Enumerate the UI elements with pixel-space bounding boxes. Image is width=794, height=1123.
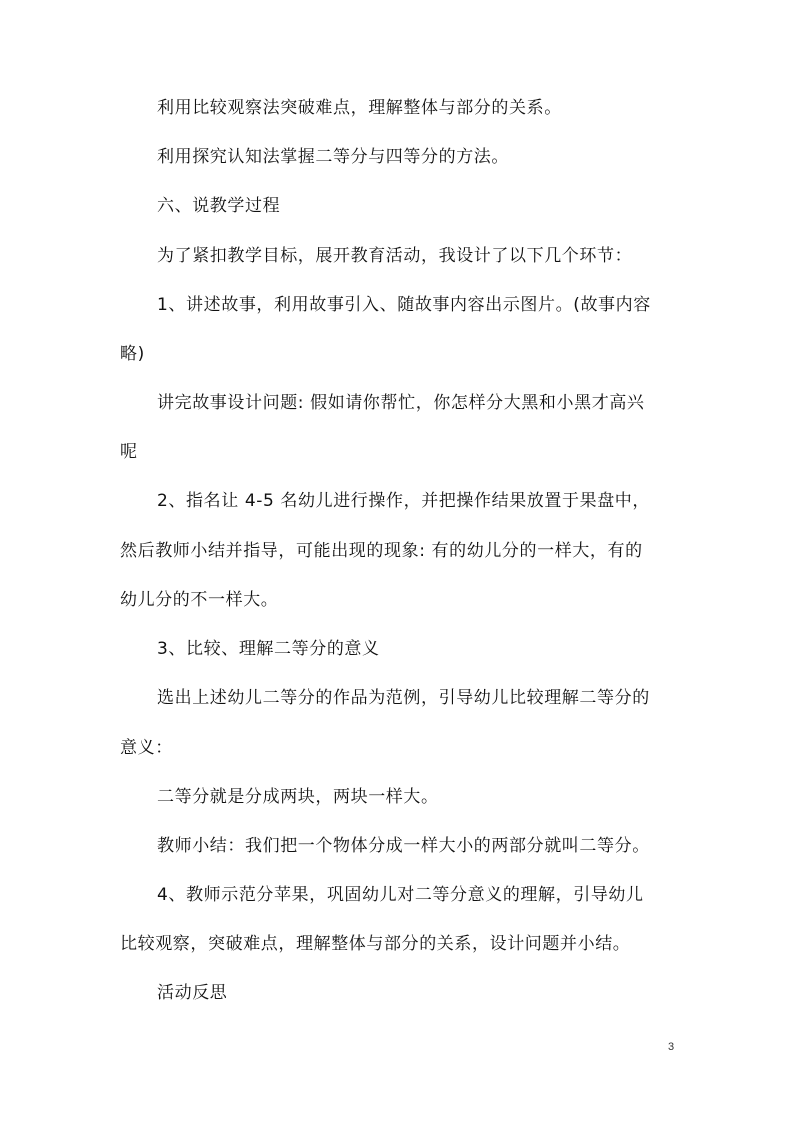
paragraph-line: 讲完故事设计问题: 假如请你帮忙，你怎样分大黑和小黑才高兴 [157,393,645,413]
paragraph-line: 3、比较、理解二等分的意义 [157,639,380,659]
paragraph-line: 利用探究认知法掌握二等分与四等分的方法。 [157,147,509,167]
paragraph-line: 呢 [120,442,138,462]
page-number: 3 [668,1041,675,1053]
paragraph-line: 1、讲述故事，利用故事引入、随故事内容出示图片。(故事内容 [157,295,651,315]
paragraph-line: 比较观察，突破难点，理解整体与部分的关系，设计问题并小结。 [120,934,631,954]
section-heading: 活动反思 [157,983,228,1003]
paragraph-line: 意义： [120,738,173,758]
paragraph-line: 幼儿分的不一样大。 [120,590,279,610]
paragraph-line: 略) [120,344,145,364]
paragraph-line: 选出上述幼儿二等分的作品为范例，引导幼儿比较理解二等分的 [157,688,650,708]
paragraph-line: 教师小结：我们把一个物体分成一样大小的两部分就叫二等分。 [157,836,650,856]
paragraph-line: 然后教师小结并指导，可能出现的现象: 有的幼儿分的一样大，有的 [120,541,643,561]
paragraph-line: 二等分就是分成两块，两块一样大。 [157,787,439,807]
section-heading: 六、说教学过程 [157,196,281,216]
paragraph-line: 2、指名让 4-5 名幼儿进行操作，并把操作结果放置于果盘中， [157,491,650,511]
paragraph-line: 4、教师示范分苹果，巩固幼儿对二等分意义的理解，引导幼儿 [157,885,644,905]
paragraph-line: 为了紧扣教学目标，展开教育活动，我设计了以下几个环节： [157,246,633,266]
paragraph-line: 利用比较观察法突破难点，理解整体与部分的关系。 [157,98,562,118]
